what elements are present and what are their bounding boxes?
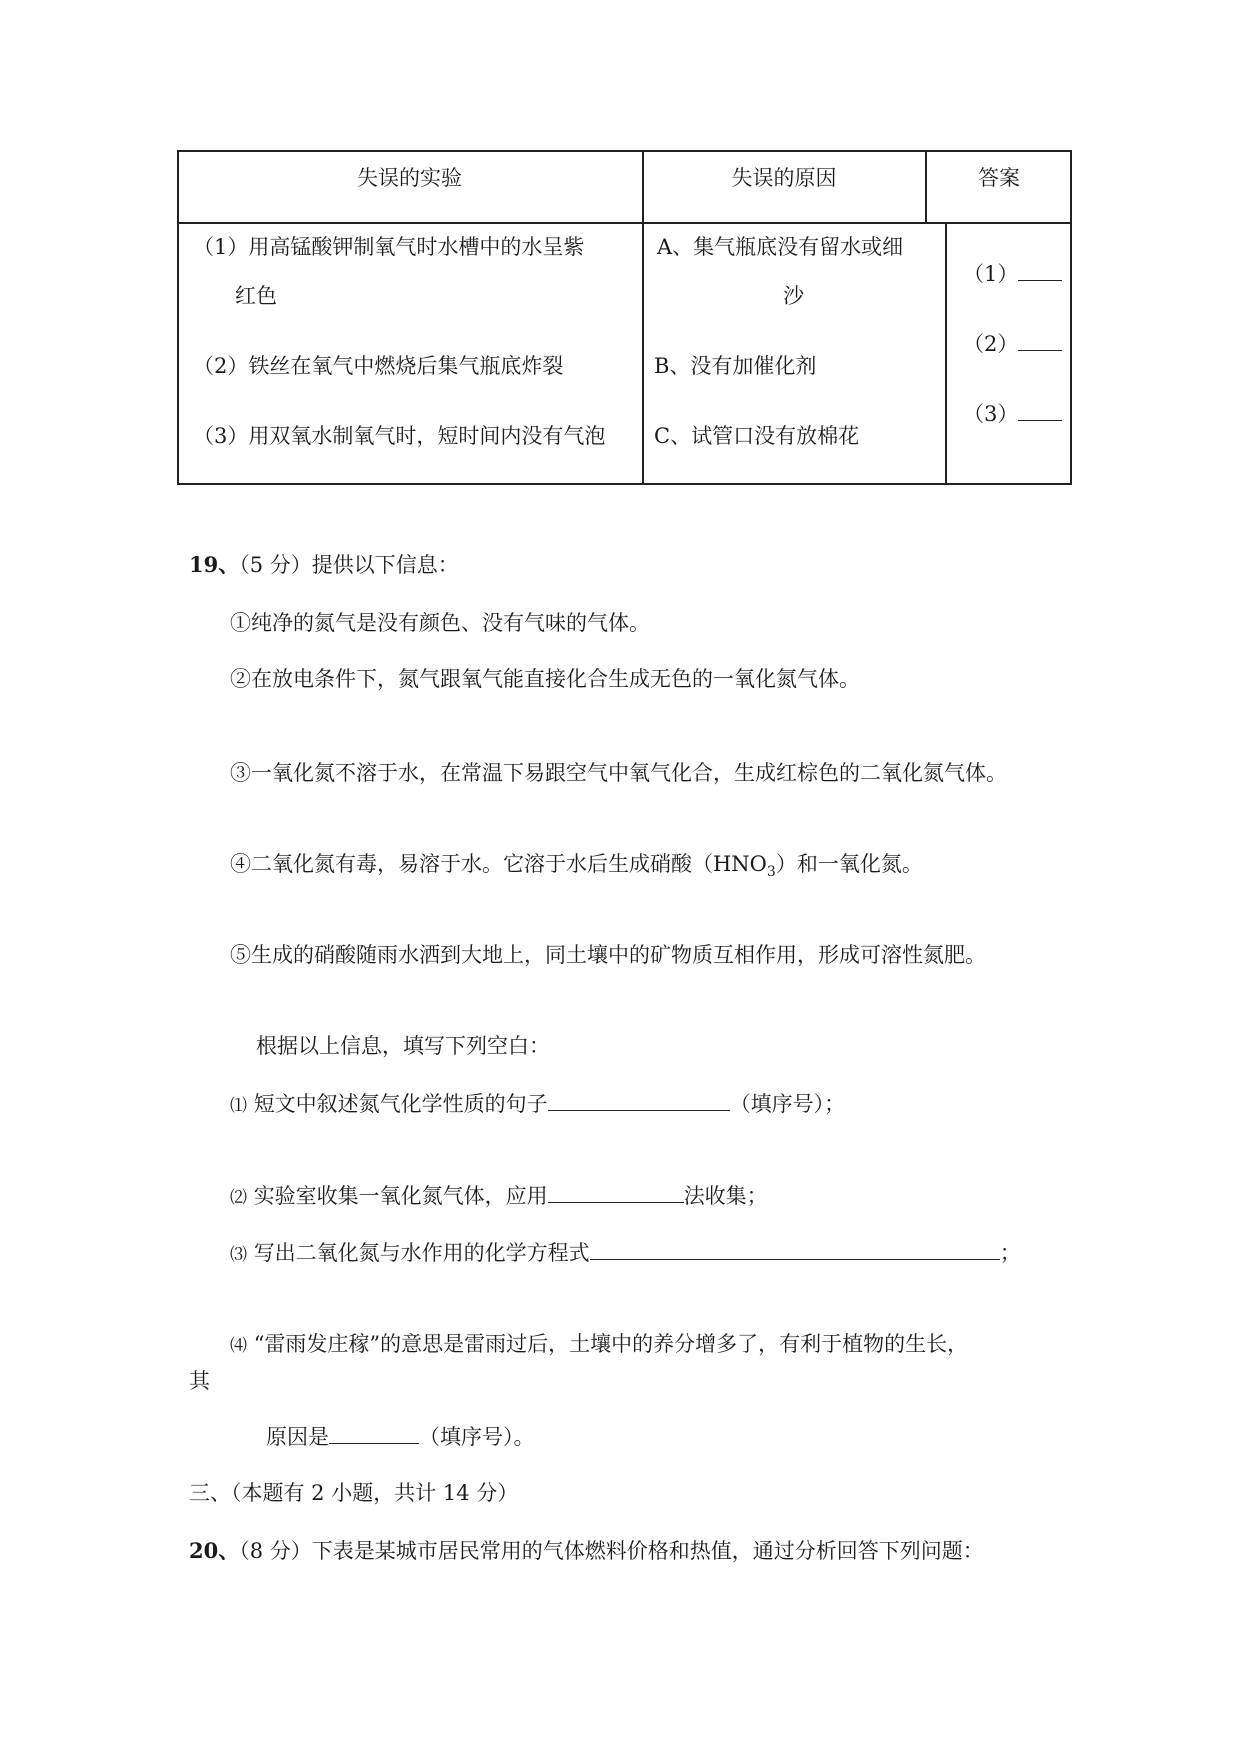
q19-sub-3-blank[interactable] [590,1239,1000,1260]
q19-sub-4 [230,1328,968,1358]
q19-info-4-tail: ）和一氧化氮。 [775,852,923,876]
q19-info-4-main: ④二氧化氮有毒，易溶于水。它溶于水后生成硝酸（HNO [230,852,767,876]
answer-1-blank[interactable] [1018,260,1062,281]
answer-3-label: （3） [963,402,1019,426]
q19-info-4-subscript: 3 [766,864,776,881]
header-reason: 失误的原因 [731,166,837,190]
q19-sub-3-num: ⑶ [230,1245,247,1265]
answer-2-label: （2） [963,332,1019,356]
q19-info-2: ②在放电条件下，氮气跟氧气能直接化合生成无色的一氧化氮气体。 [230,667,860,691]
answer-3 [963,400,1062,428]
table-col-divider-2-body [945,222,947,485]
experiment-3: （3）用双氧水制氧气时，短时间内没有气泡 [193,424,606,448]
q19-sub-4-wrap: 其 [189,1369,210,1393]
q19-info-1: ①纯净的氮气是没有颜色、没有气味的气体。 [230,611,650,635]
q19-sub-4-tail: （填序号）。 [419,1425,535,1449]
q19-sub-1-num: ⑴ [230,1096,247,1116]
experiment-2: （2）铁丝在氧气中燃烧后集气瓶底炸裂 [193,354,564,378]
q19-sub-2-num: ⑵ [230,1188,247,1208]
header-answer: 答案 [978,166,1020,190]
table-col-divider-1 [642,150,644,485]
table-border-right [1070,150,1072,485]
q19-sub-1-tail: （填序号）； [729,1092,846,1116]
answer-1-label: （1） [963,262,1019,286]
table-border-left [177,150,179,485]
q19-sub-2 [230,1180,768,1210]
q19-sub-1-blank[interactable] [548,1090,730,1111]
q19-sub-4-line2 [266,1421,535,1451]
answer-1 [963,260,1062,288]
answer-3-blank[interactable] [1018,400,1062,421]
reason-c: C、试管口没有放棉花 [654,424,860,448]
experiment-1-line1: （1）用高锰酸钾制氧气时水槽中的水呈紫 [193,235,585,259]
q19-info-4 [230,848,923,880]
reason-a-line2: 沙 [783,284,804,308]
table-header-divider [177,222,1072,224]
q19-sub-4-text: “雷雨发庄稼”的意思是雷雨过后，土壤中的养分增多了，有利于植物的生长， [253,1332,969,1356]
header-experiment: 失误的实验 [357,166,462,190]
reason-a-line1: A、集气瓶底没有留水或细 [657,235,904,259]
q19-sub-2-text: 实验室收集一氧化氮气体，应用 [253,1184,548,1208]
q19-sub-4-blank[interactable] [329,1423,419,1444]
q20-number: 20、 [189,1538,240,1563]
q19-sub-3-tail: ； [999,1241,1021,1265]
q19-sub-1 [230,1088,845,1118]
q19-intro: （5 分）提供以下信息： [239,553,459,577]
q19-heading [189,549,459,579]
q19-number: 19、 [189,552,240,577]
q19-sub-4-num: ⑷ [230,1336,247,1356]
q19-sub-3 [230,1237,1021,1267]
q19-info-5: ⑤生成的硝酸随雨水洒到大地上，同土壤中的矿物质互相作用，形成可溶性氮肥。 [230,943,986,967]
q19-sub-2-tail: 法收集； [683,1184,768,1208]
answer-2-blank[interactable] [1018,330,1062,351]
table-border-bottom [177,483,1072,485]
q20-text: （8 分）下表是某城市居民常用的气体燃料价格和热值，通过分析回答下列问题： [239,1539,984,1563]
section-3-heading: 三、（本题有 2 小题，共计 14 分） [189,1481,519,1505]
q19-info-3: ③一氧化氮不溶于水，在常温下易跟空气中氧气化合，生成红棕色的二氧化氮气体。 [230,761,1007,785]
table-border-top [177,150,1072,152]
answer-2 [963,330,1062,358]
q19-sub-1-text: 短文中叙述氮气化学性质的句子 [253,1092,548,1116]
q19-sub-3-text: 写出二氧化氮与水作用的化学方程式 [253,1241,590,1265]
q19-prompt: 根据以上信息，填写下列空白： [256,1034,550,1058]
q20-heading [189,1535,984,1565]
q19-sub-4-line2-text: 原因是 [266,1425,329,1449]
q19-sub-2-blank[interactable] [548,1182,684,1203]
experiment-1-line2: 红色 [235,284,277,308]
reason-b: B、没有加催化剂 [654,354,817,378]
error-analysis-table [177,150,1072,485]
